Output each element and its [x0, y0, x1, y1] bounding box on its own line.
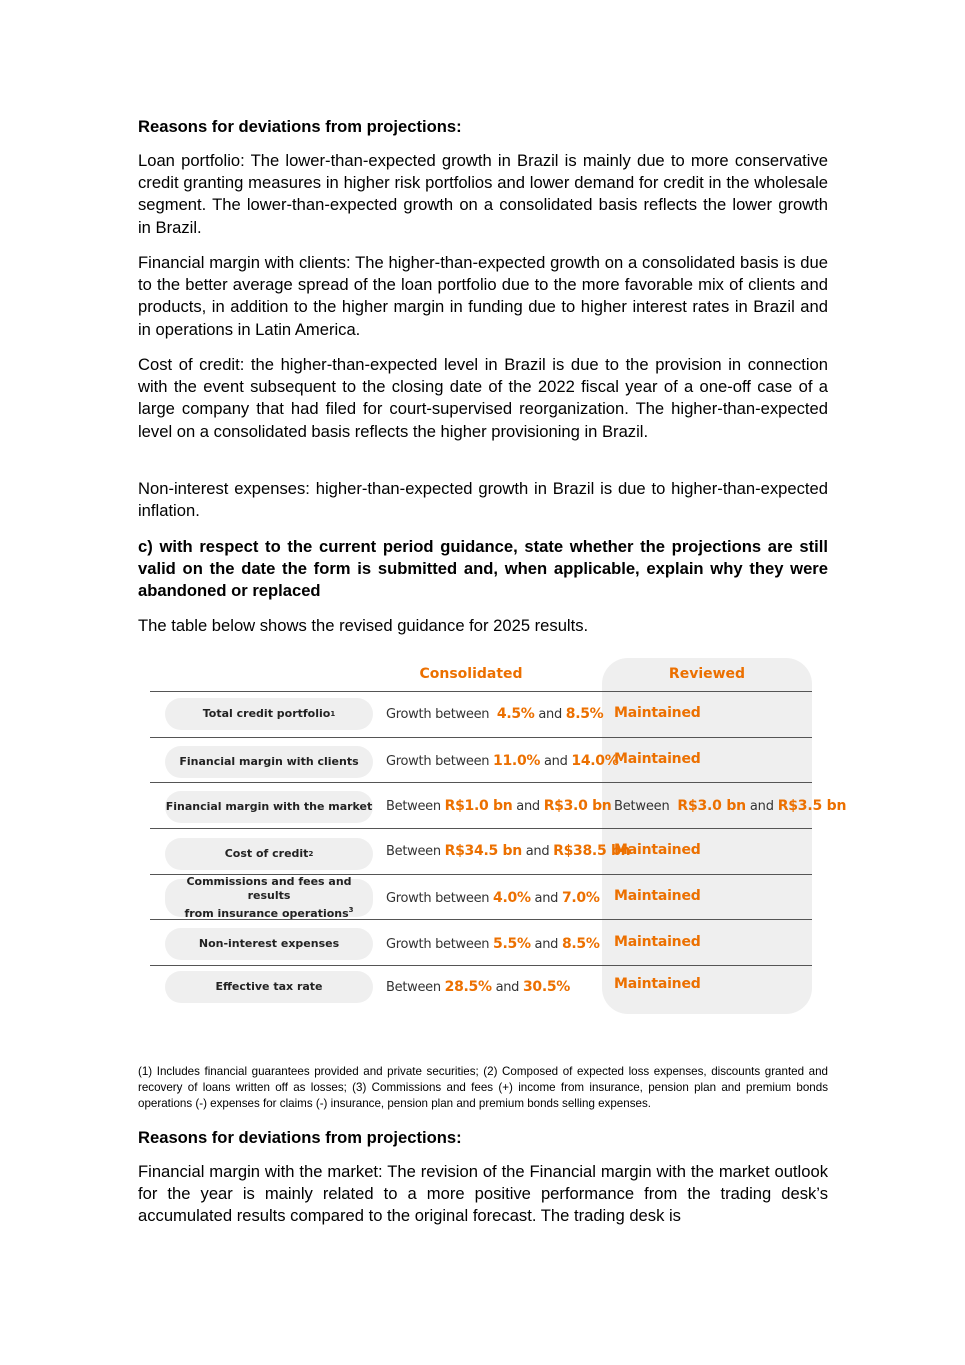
section-heading: Reasons for deviations from projections:: [138, 117, 462, 136]
footnote: (1) Includes financial guarantees provided and private securities; (2) Composed of expected loss expenses, discounts granted and recovery of loans written off as losses; (3) Commissions and fees (+) income from insurance, pension plan and premium bonds operations (-) expenses for claims (-) insurance, pension plan and premium bonds selling expenses.: [138, 1065, 828, 1111]
paragraph-cost-of-credit: Cost of credit: the higher-than-expected level in Brazil is due to the provision in connection with the event subsequent to the closing date of the 2022 fiscal year of a one-off case of a large company that had filed for court-supervised reorganization. The higher-than-expected level on a consolidated basis reflects the higher provisioning in Brazil.: [138, 355, 828, 441]
consolidated-financial-margin-market: Between R$1.0 bn and R$3.0 bn: [386, 798, 612, 814]
reviewed-financial-margin-market: Between R$3.0 bn and R$3.5 bn: [614, 798, 847, 814]
reviewed-cost-of-credit: Maintained: [614, 842, 701, 858]
consolidated-total-credit-portfolio: Growth between 4.5% and 8.5%: [386, 706, 604, 722]
section-heading-2: Reasons for deviations from projections:: [138, 1128, 462, 1147]
paragraph-financial-margin-clients: Financial margin with clients: The higher-than-expected growth on a consolidated basis is due to the better average spread of the loan portfolio due to the more favorable mix of clients and products, in addition to the higher margin in funding due to higher interest rates in Brazil and in operations in Latin America.: [138, 253, 828, 339]
guidance-table: [150, 658, 847, 1016]
row-label-commissions-fees: Commissions and fees and results from insurance operations$^3$: [165, 879, 373, 917]
row-divider: [150, 828, 812, 829]
column-header-reviewed: Reviewed: [668, 666, 746, 682]
reviewed-commissions-fees: Maintained: [614, 888, 701, 904]
row-label-cost-of-credit: Cost of credit 2: [165, 838, 373, 870]
table-intro: The table below shows the revised guidance for 2025 results.: [138, 616, 589, 635]
reviewed-financial-margin-clients: Maintained: [614, 751, 701, 767]
row-label-effective-tax-rate: Effective tax rate: [165, 971, 373, 1003]
row-divider: [150, 737, 812, 738]
consolidated-non-interest-expenses: Growth between 5.5% and 8.5%: [386, 936, 600, 952]
column-header-consolidated: Consolidated: [419, 666, 523, 682]
row-label-financial-margin-market: Financial margin with the market: [165, 791, 373, 823]
reviewed-total-credit-portfolio: Maintained: [614, 705, 701, 721]
row-label-non-interest-expenses: Non-interest expenses: [165, 928, 373, 960]
row-label-financial-margin-clients: Financial margin with clients: [165, 746, 373, 778]
consolidated-cost-of-credit: Between R$34.5 bn and R$38.5 bn: [386, 843, 631, 859]
consolidated-financial-margin-clients: Growth between 11.0% and 14.0%: [386, 753, 619, 769]
question-c: c) with respect to the current period guidance, state whether the projections are still valid on the date the form is submitted and, when applicable, explain why they were abandoned or replaced: [138, 537, 828, 601]
reviewed-effective-tax-rate: Maintained: [614, 976, 701, 992]
paragraph-loan-portfolio: Loan portfolio: The lower-than-expected growth in Brazil is mainly due to more conservative credit granting measures in higher risk portfolios and lower demand for credit in the wholesale segment. The lower-than-expected growth on a consolidated basis reflects the lower growth in Brazil.: [138, 151, 828, 237]
paragraph-financial-margin-market: Financial margin with the market: The revision of the Financial margin with the market outlook for the year is mainly related to a more positive performance from the trading desk’s accumulated results compared to the original forecast. The trading desk is: [138, 1162, 828, 1226]
consolidated-effective-tax-rate: Between 28.5% and 30.5%: [386, 979, 571, 995]
reviewed-non-interest-expenses: Maintained: [614, 934, 701, 950]
paragraph-non-interest-expenses: Non-interest expenses: higher-than-expected growth in Brazil is due to higher-than-expected inflation.: [138, 479, 828, 521]
row-divider: [150, 782, 812, 783]
consolidated-commissions-fees: Growth between 4.0% and 7.0%: [386, 890, 600, 906]
row-divider: [150, 691, 812, 692]
row-divider: [150, 965, 812, 966]
row-label-total-credit-portfolio: Total credit portfolio 1: [165, 698, 373, 730]
